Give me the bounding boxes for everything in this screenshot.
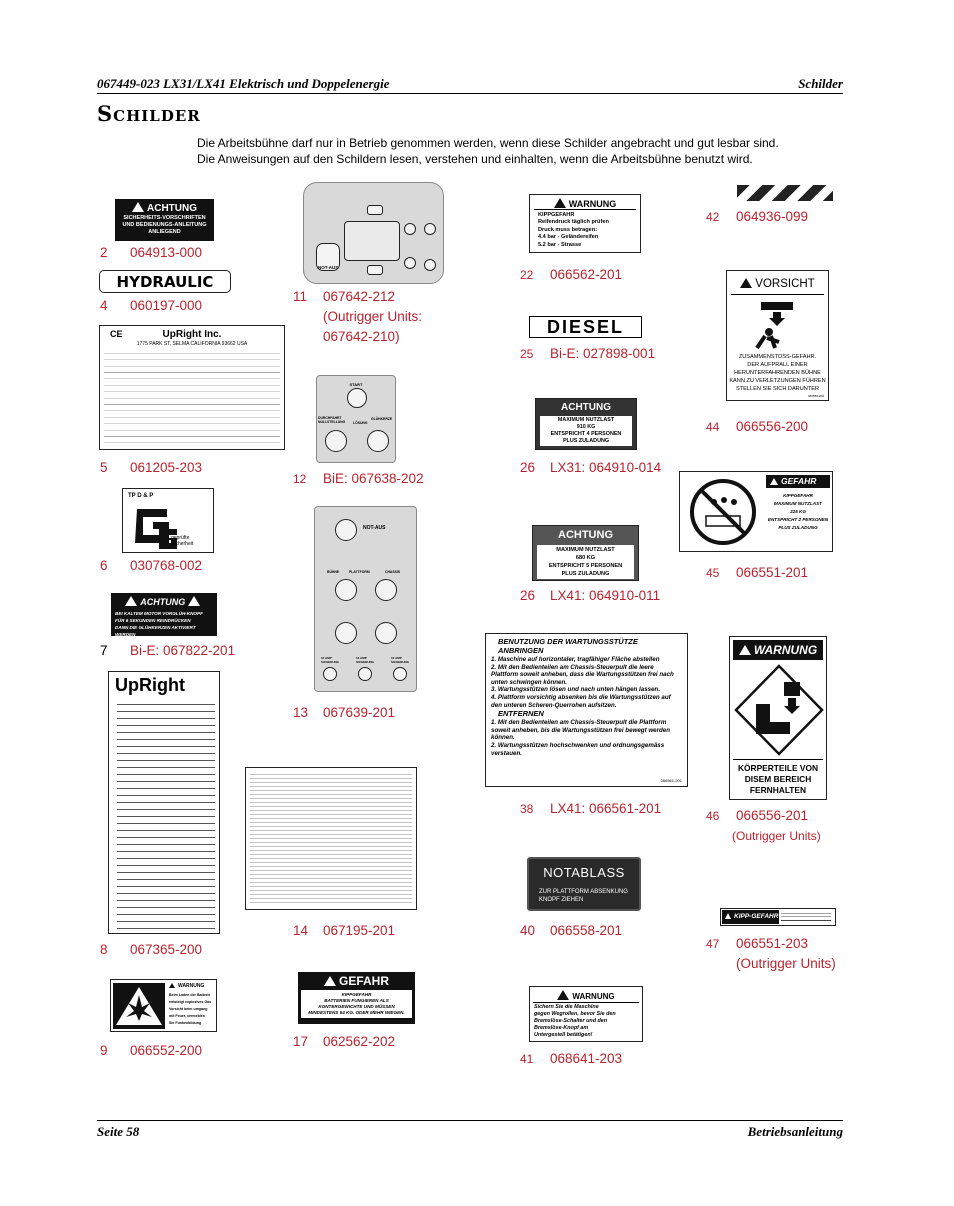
up-arrow-icon xyxy=(367,205,383,215)
decal-12-label-b: LÖSUNG xyxy=(353,421,368,425)
decal-38-code: LX41: 066561-201 xyxy=(550,801,662,816)
decal-38-sub1: ANBRINGEN xyxy=(498,646,544,655)
decal-44-head: VORSICHT xyxy=(755,278,815,290)
decal-6-top: TP D & P xyxy=(128,493,154,499)
decal-7-line: DANN DIE GLÜHKERZEN AKTIVIERT WERDEN xyxy=(115,625,196,636)
decal-5-fine-print xyxy=(104,350,280,446)
decal-26a-head: ACHTUNG xyxy=(561,402,611,413)
decal-11-outrigger2: 067642-210) xyxy=(323,329,400,344)
header-section: Schilder xyxy=(798,76,843,91)
decal-12-caption: 12 BiE: 067638-202 xyxy=(293,471,424,486)
control-button xyxy=(335,622,357,644)
decal-46-image xyxy=(729,636,827,800)
decal-11-caption: 11 067642-212 (Outrigger Units: 067642-210) xyxy=(293,287,422,347)
decal-26b-line: PLUS ZULADUNG xyxy=(561,571,610,577)
intro-text xyxy=(197,135,847,167)
header-doc-title: 067449-023 LX31/LX41 Elektrisch und Doppelenergie xyxy=(97,76,390,91)
decal-11-code: 067642-212 xyxy=(323,289,396,304)
decal-6-code: 030768-002 xyxy=(130,558,203,573)
emergency-stop-button xyxy=(335,519,357,541)
footer-rule xyxy=(97,1120,843,1121)
decal-2-line: ANLIEGEND xyxy=(148,229,181,235)
decal-17-line: MINDESTENS 54 KG. ODER MEHR WIEGEN. xyxy=(308,1010,405,1015)
decal-17-caption: 17 062562-202 xyxy=(293,1034,396,1049)
decal-44-foot: 066556-200 xyxy=(807,394,824,398)
control-button xyxy=(367,430,389,452)
decal-11-image xyxy=(303,182,444,284)
decal-26a-line: 910 KG xyxy=(576,424,596,430)
decal-42-code: 064936-099 xyxy=(736,209,809,224)
decal-41-line: Bremslöse-Schalter und den xyxy=(534,1018,608,1024)
decal-26b-code: LX41: 064910-011 xyxy=(550,588,661,603)
decal-7-image xyxy=(111,593,217,636)
decal-44-line: HERUNTERFAHRENDEN BÜHNE xyxy=(734,370,821,376)
decal-5-code: 061205-203 xyxy=(130,460,203,475)
decal-6-image xyxy=(122,488,214,553)
control-button xyxy=(335,579,357,601)
decal-41-image xyxy=(529,986,643,1042)
decal-9-line: mit Feuer, vermeiden xyxy=(169,1014,205,1018)
decal-2-head: ACHTUNG xyxy=(147,203,197,214)
decal-22-caption: 22 066562-201 xyxy=(520,267,623,282)
decal-47-image xyxy=(720,908,836,926)
intro-line-1: Die Arbeitsbühne darf nur in Betrieb genommen werden, wenn diese Schilder angebracht und gut lesbar sind. xyxy=(197,136,779,150)
decal-17-code: 062562-202 xyxy=(323,1034,396,1049)
page-footer xyxy=(97,1124,843,1144)
switch-icon xyxy=(404,223,416,235)
decal-9-head: WARNUNG xyxy=(178,983,205,989)
decal-26a-code: LX31: 064910-014 xyxy=(550,460,662,475)
decal-40-head: NOTABLASS xyxy=(543,865,625,880)
decal-2-code: 064913-000 xyxy=(130,245,203,260)
decal-38-foot: 066561-201 xyxy=(660,778,682,783)
decal-45-line: 225 KG xyxy=(790,509,806,514)
decal-22-line: Druck muss betragen: xyxy=(538,226,598,233)
decal-9-line: Sie Funkenbildung xyxy=(169,1021,202,1025)
down-arrow-icon xyxy=(367,265,383,275)
decal-8-fine-print xyxy=(117,700,215,930)
decal-4-text: HYDRAULIC xyxy=(116,273,214,291)
decal-38-step: 2. Wartungsstützen hochschwenken und ordnungsgemäss verstauen. xyxy=(491,741,665,757)
decal-46-line: KÖRPERTEILE VON xyxy=(737,763,819,773)
decal-13-caption: 13 067639-201 xyxy=(293,705,396,720)
decal-38-sub2: ENTFERNEN xyxy=(498,709,544,719)
decal-38-step: 2. Mit den Bedienteilen am Chassis-Steuerpult die leere Plattform soweit anheben, dass die Wartungsstützen frei nach unten schwingen können. xyxy=(491,663,674,686)
decal-8-code: 067365-200 xyxy=(130,942,203,957)
decal-46-line: DISEM BEREICH xyxy=(744,774,812,784)
decal-47-sub: (Outrigger Units) xyxy=(736,956,836,971)
decal-41-line: Bremslöse-Knopf am xyxy=(534,1025,589,1031)
decal-12-label-c: GLÜHKERZE xyxy=(371,417,393,421)
decal-2-line: SICHERHEITS-VORSCHRIFTEN xyxy=(123,215,206,221)
decal-13-fuse-label: 16 AMP SICHERUNG xyxy=(321,656,340,664)
decal-13-label: CHASSIS xyxy=(385,570,401,574)
decal-38-step: 3. Wartungsstützen lösen und nach unten hängen lassen. xyxy=(491,686,661,694)
decal-6-line1: geprüfte xyxy=(171,535,190,541)
decal-17-line: KIPPGEFAHR xyxy=(341,992,372,997)
decal-46-line: FERNHALTEN xyxy=(749,785,807,795)
start-button xyxy=(347,388,367,408)
footer-page-number: Seite 58 xyxy=(97,1124,140,1139)
decal-26b-line: 680 KG xyxy=(575,555,596,561)
decal-4-code: 060197-000 xyxy=(130,298,203,313)
decal-22-line: 4.4 bar - Geländereifen xyxy=(538,234,599,241)
control-button xyxy=(375,622,397,644)
decal-26a-line: PLUS ZULADUNG xyxy=(562,438,610,444)
decal-38-step: 4. Plattform vorsichtig absenken bis die Wartungsstützen auf den unteren Scheren-Querrohen aufsitzen. xyxy=(491,693,671,709)
decal-7-head: ACHTUNG xyxy=(140,597,186,607)
decal-22-line: Reifendruck täglich prüfen xyxy=(538,219,609,226)
decal-7-code: Bi-E: 067822-201 xyxy=(130,643,236,658)
decal-14-caption: 14 067195-201 xyxy=(293,923,396,938)
fuse-icon xyxy=(323,667,337,681)
page-title: Schilder xyxy=(97,101,201,126)
decal-2-line: UND BEDIENUNGS-ANLEITUNG xyxy=(122,222,207,228)
decal-8-brand: UpRight xyxy=(115,675,185,695)
intro-line-2: Die Anweisungen auf den Schildern lesen, verstehen und einhalten, wenn die Arbeitsbühne benutzt wird. xyxy=(197,152,753,166)
decal-45-line: KIPPGEFAHR xyxy=(783,493,813,498)
decal-46-code: 066556-201 xyxy=(736,808,809,823)
decal-5-address: 1775 PARK ST, SELMA CALIFORNIA 93662 USA xyxy=(136,341,248,347)
decal-8-image xyxy=(108,671,220,934)
switch-icon xyxy=(404,257,416,269)
decal-42-caption: 42 064936-099 xyxy=(706,209,809,224)
decal-26a-line: MAXIMUM NUTZLAST xyxy=(557,417,615,423)
decal-26b-head: ACHTUNG xyxy=(558,529,613,541)
decal-40-caption: 40 066558-201 xyxy=(520,923,623,938)
decal-26b-line: ENTSPRICHT 5 PERSONEN xyxy=(548,563,623,569)
decal-22-line: KIPPGEFAHR xyxy=(538,212,575,218)
decal-9-line: entsteigt explosives Gas xyxy=(169,1000,212,1004)
decal-45-image xyxy=(679,471,833,552)
decal-41-caption: 41 068641-203 xyxy=(520,1051,623,1066)
decal-13-fuse-label: 16 AMP SICHERUNG xyxy=(356,656,375,664)
decal-47-code: 066551-203 xyxy=(736,936,809,951)
no-overload-icon xyxy=(688,478,758,546)
decal-13-label: PLATTFORM xyxy=(349,570,370,574)
switch-icon xyxy=(424,259,436,271)
explosion-hazard-icon xyxy=(113,983,165,1029)
decal-47-caption: 47 066551-203 (Outrigger Units) xyxy=(706,934,836,974)
decal-9-line: Vorsicht beim umgang xyxy=(169,1007,208,1011)
decal-22-image xyxy=(529,194,641,253)
decal-7-line: BEI KALTEM MOTOR VORGLÜH-KNOPF xyxy=(115,611,203,616)
decal-40-line: KNOPF ZIEHEN xyxy=(539,897,584,903)
decal-26a-line: ENTSPRICHT 4 PERSONEN xyxy=(550,431,622,437)
decal-25-text: DIESEL xyxy=(546,317,624,337)
decal-26b-line: MAXIMUM NUTZLAST xyxy=(556,547,615,553)
switch-icon xyxy=(424,223,436,235)
decal-41-line: gegen Wegrollen, bevor Sie den xyxy=(534,1011,616,1017)
decal-5-image: CE UpRight Inc. 1775 PARK ST, SELMA CALIFORNIA 93662 USA xyxy=(99,325,285,450)
decal-25-caption: 25 Bi-E: 027898-001 xyxy=(520,346,656,361)
decal-14-fine-print xyxy=(250,772,412,906)
decal-44-caption: 44 066556-200 xyxy=(706,419,809,434)
decal-26b-image xyxy=(532,525,639,581)
decal-9-image xyxy=(110,979,217,1032)
decal-41-line: Untergestell betätigen! xyxy=(534,1032,593,1038)
decal-22-head: WARNUNG xyxy=(568,199,617,209)
decal-38-step: 1. Maschine auf horizontaler, tragfähiger Fläche abstellen xyxy=(491,656,660,663)
decal-22-code: 066562-201 xyxy=(550,267,623,282)
decal-25-image xyxy=(529,316,642,338)
decal-46-head: WARNUNG xyxy=(753,643,818,657)
decal-46-sub: (Outrigger Units) xyxy=(732,829,821,843)
decal-14-code: 067195-201 xyxy=(323,923,396,938)
decal-17-head: GEFAHR xyxy=(338,974,389,988)
decal-6-caption: 6 030768-002 xyxy=(100,558,203,573)
decal-2-image xyxy=(115,199,214,241)
decal-26a-caption: 26 LX31: 064910-014 xyxy=(520,460,662,475)
decal-44-line: STELLEN SIE SICH DARUNTER xyxy=(736,386,819,392)
decal-42-hazard-stripe xyxy=(737,185,833,201)
decal-44-line: KANN ZU VERLETZUNGEN FÜHREN xyxy=(729,378,826,384)
decal-38-step: 1. Mit den Bedienteilen am Chassis-Steuerpult die Plattform soweit anheben, bis die Wartungsstützen frei bewegt werden können. xyxy=(491,719,671,742)
decal-4-image xyxy=(99,270,231,293)
control-pad xyxy=(344,221,400,261)
decal-40-line: ZUR PLATTFORM ABSENKUNG xyxy=(539,889,628,895)
decal-5-brand: UpRight Inc. xyxy=(162,329,222,340)
decal-13-label: BÜHNE xyxy=(327,570,340,574)
decal-4-caption: 4 060197-000 xyxy=(100,298,203,313)
decal-47-fine-print xyxy=(781,911,831,923)
decal-9-caption: 9 066552-200 xyxy=(100,1043,203,1058)
decal-13-fuse-label: 10 AMP SICHERUNG xyxy=(391,656,410,664)
fuse-icon xyxy=(358,667,372,681)
decal-13-image xyxy=(314,506,417,692)
decal-9-line: Beim Laden der Batterie xyxy=(169,993,211,997)
decal-44-code: 066556-200 xyxy=(736,419,809,434)
decal-12-image xyxy=(316,375,396,463)
decal-12-start: START xyxy=(349,382,363,387)
decal-38-image xyxy=(485,633,688,787)
decal-12-label-a: DURCHFAHRT NULLSTELLUNG xyxy=(318,416,346,424)
decal-26a-image xyxy=(535,398,637,450)
fuse-icon xyxy=(393,667,407,681)
decal-13-notaus: NOT-AUS xyxy=(363,525,386,531)
foot-crush-hazard-icon xyxy=(734,664,824,756)
decal-7-line: FÜR 6 SEKUNDEN REINDRÜCKEN xyxy=(115,618,191,623)
decal-25-code: Bi-E: 027898-001 xyxy=(550,346,656,361)
decal-6-line2: Sicherheit xyxy=(171,541,194,547)
decal-47-head: KIPP-GEFAHR xyxy=(734,913,779,920)
control-button xyxy=(325,430,347,452)
decal-41-head: WARNUNG xyxy=(572,992,615,1001)
decal-17-line: KONTERGEWICHTE UND MÜSSEN xyxy=(318,1004,395,1009)
decal-14-image xyxy=(245,767,417,910)
decal-46-caption: 46 066556-201 (Outrigger Units) xyxy=(706,806,821,846)
decal-13-code: 067639-201 xyxy=(323,705,396,720)
decal-8-caption: 8 067365-200 xyxy=(100,942,203,957)
decal-17-line: BATTERIEN FUNGIEREN ALS xyxy=(324,998,389,1003)
decal-45-code: 066551-201 xyxy=(736,565,809,580)
decal-45-caption: 45 066551-201 xyxy=(706,565,809,580)
decal-40-code: 066558-201 xyxy=(550,923,623,938)
decal-44-line: ZUSAMMENSTOSS-GEFAHR. xyxy=(738,354,817,360)
footer-doc-name: Betriebsanleitung xyxy=(747,1124,843,1139)
decal-41-line: Sichern Sie die Maschine xyxy=(534,1004,599,1010)
decal-9-code: 066552-200 xyxy=(130,1043,203,1058)
decal-45-head: GEFAHR xyxy=(781,476,817,486)
decal-41-code: 068641-203 xyxy=(550,1051,623,1066)
decal-38-title: BENUTZUNG DER WARTUNGSSTÜTZE xyxy=(498,637,638,646)
control-button xyxy=(375,579,397,601)
decal-7-caption: 7 Bi-E: 067822-201 xyxy=(100,643,236,658)
decal-26b-caption: 26 LX41: 064910-011 xyxy=(520,588,661,603)
decal-11-notaus: NOT-AUS xyxy=(318,265,339,270)
decal-22-line: 5.2 bar - Strasse xyxy=(538,241,582,248)
decal-44-line: DER AUFPRALL EINER xyxy=(747,362,808,368)
decal-5-caption: 5 061205-203 xyxy=(100,460,203,475)
decal-2-caption: 2 064913-000 xyxy=(100,245,203,260)
decal-45-line: MAXIMUM NUTZLAST xyxy=(774,501,822,506)
decal-12-code: BiE: 067638-202 xyxy=(323,471,424,486)
decal-17-image xyxy=(298,972,415,1024)
decal-11-outrigger: (Outrigger Units: xyxy=(323,309,423,324)
header-rule xyxy=(97,93,843,94)
decal-45-line: ENTSPRICHT 2 PERSONEN xyxy=(767,517,829,522)
decal-45-line: PLUS ZULADUNG xyxy=(778,525,818,530)
decal-44-image xyxy=(726,270,829,401)
falling-platform-icon xyxy=(749,300,805,350)
decal-38-caption: 38 LX41: 066561-201 xyxy=(520,801,662,816)
decal-40-image xyxy=(527,857,641,911)
